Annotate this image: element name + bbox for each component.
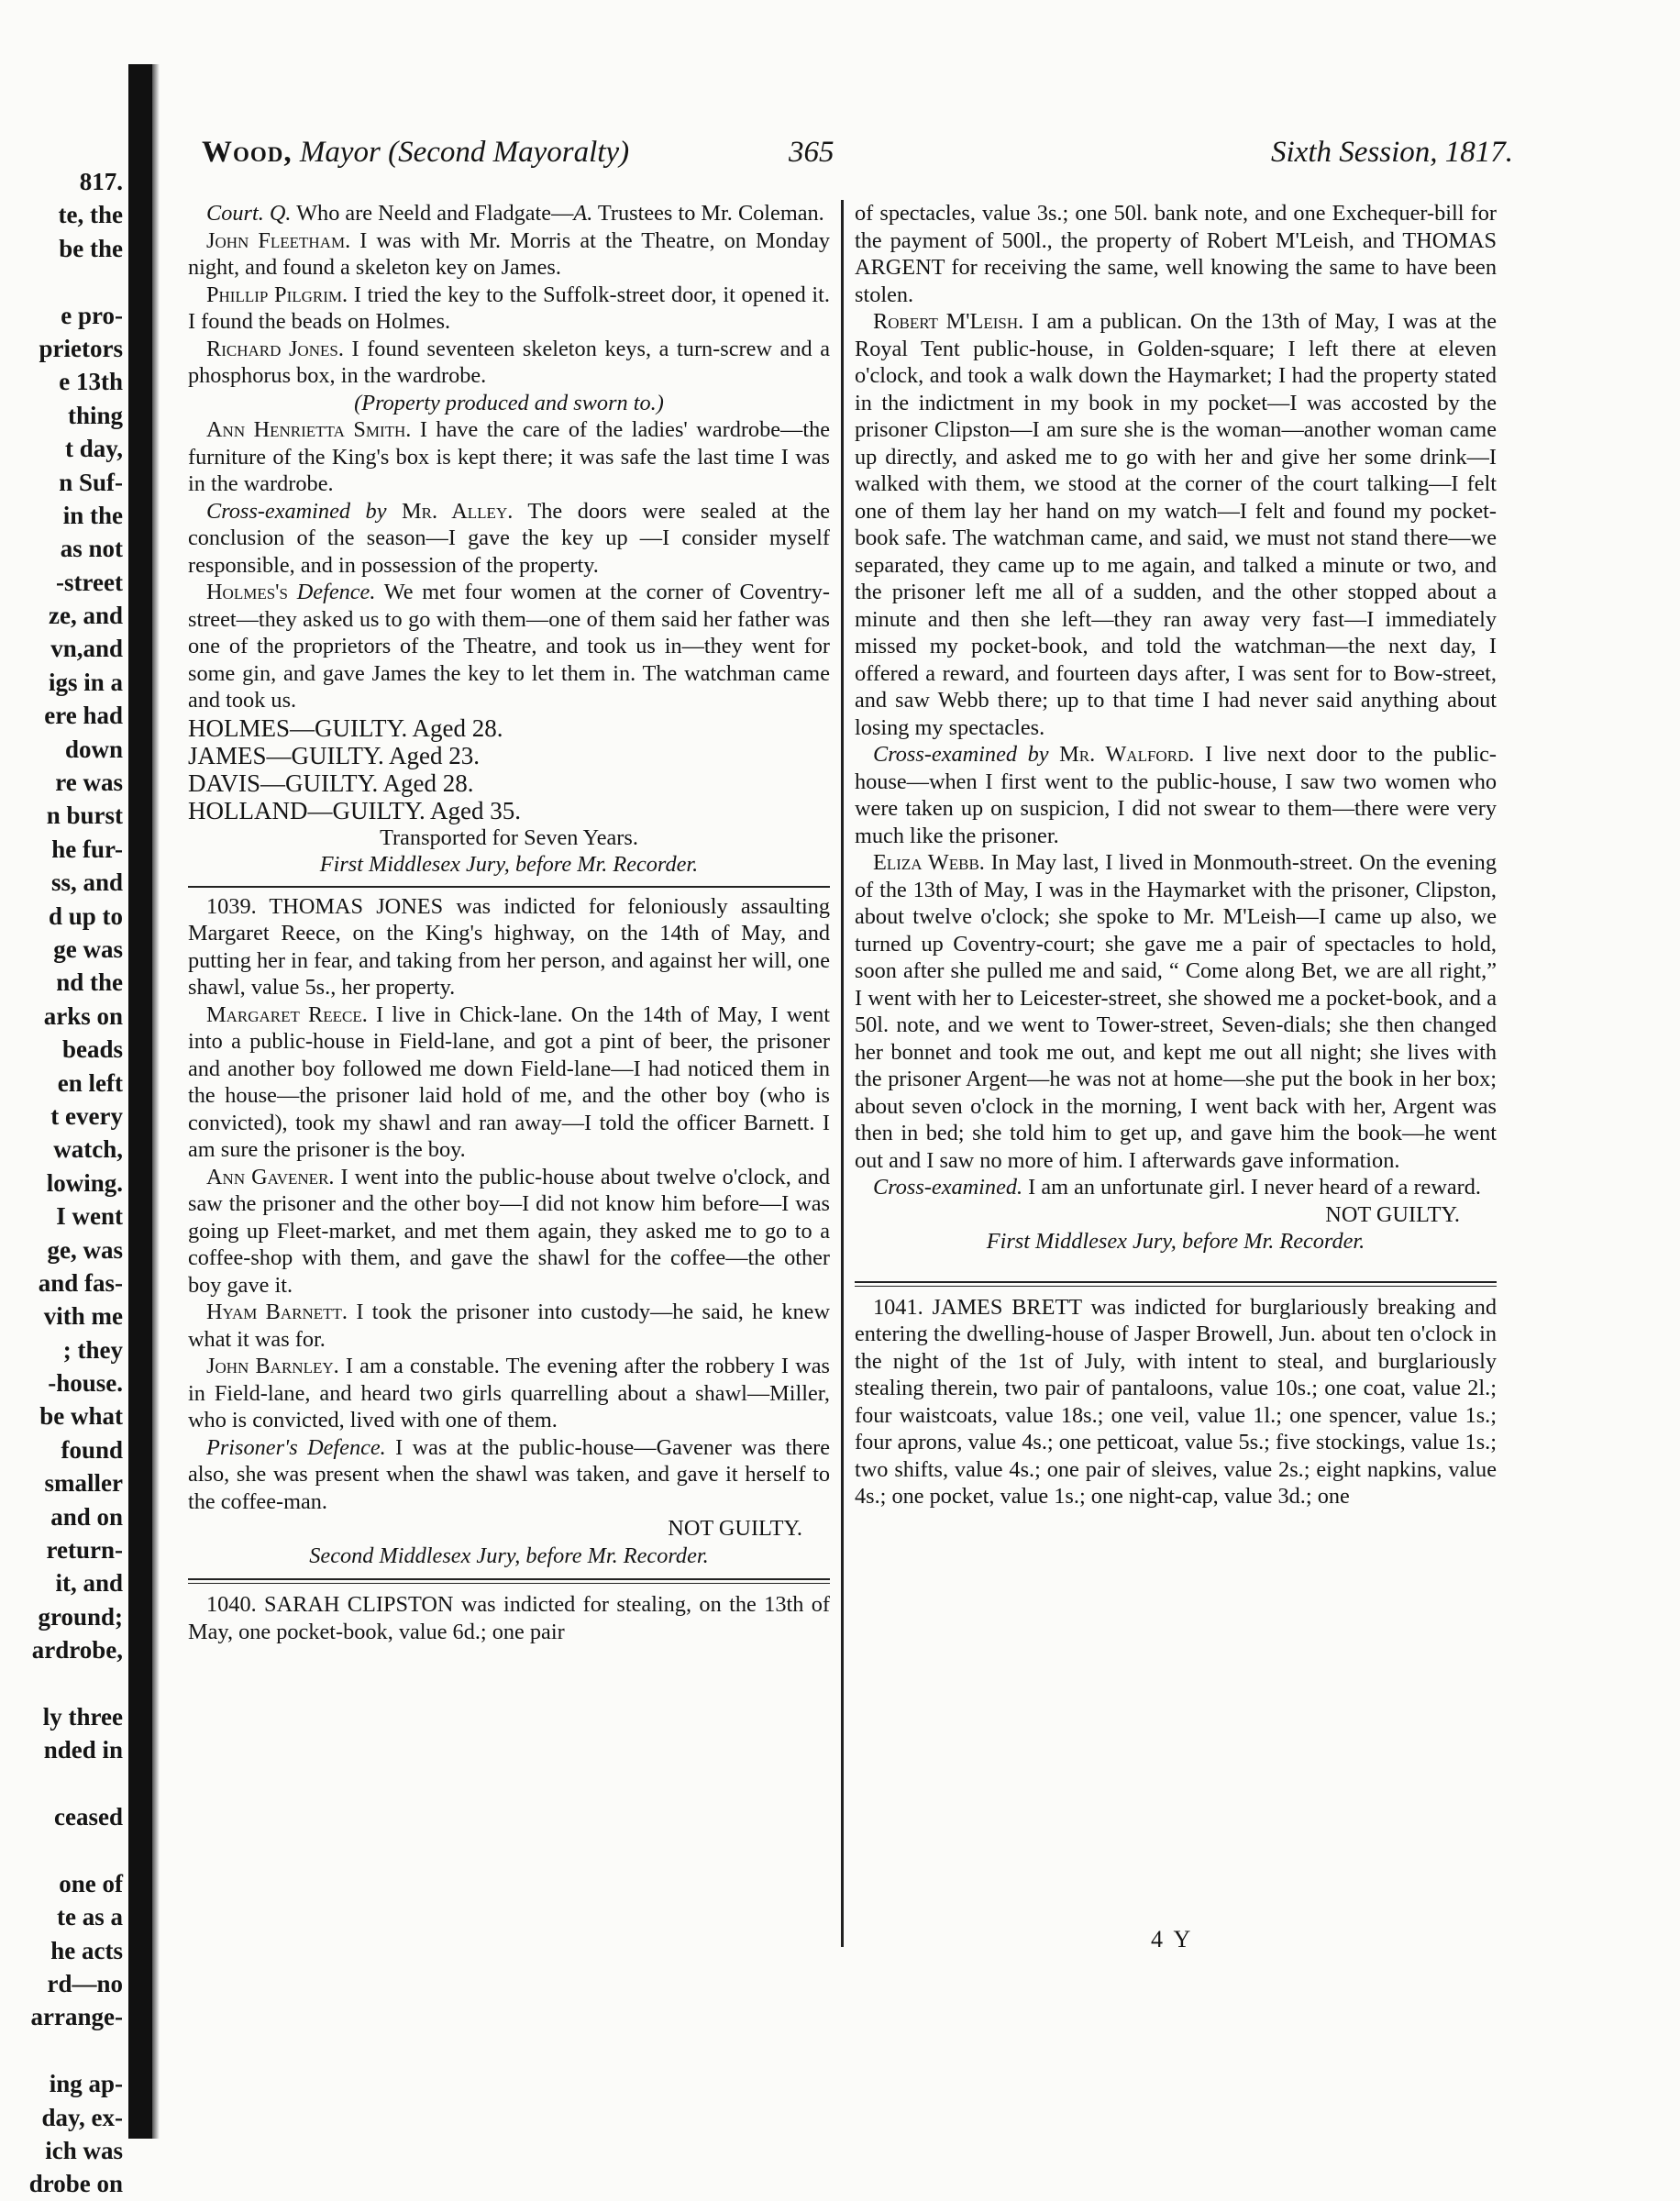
margin-fragment xyxy=(0,265,128,298)
paragraph: Eliza Webb. In May last, I lived in Monmouth-street. On the evening of the 13th of May, I was in the Haymarket with the prisoner, Clipston, about twelve o'clock; she spoke to Mr. M'Leish—I came up also, we turned up Coventry-court; she gave me a pair of spectacles to hold, soon after she pulled me and said, “ Come along Bet, we are all right,” I went with her to Leicester-street, she showed me a pocket-book, and a 50l. note, and we went to Tower-street, Seven-dials; she then changed her bonnet and took me out, and kept me out all night; she lives with the prisoner Argent—he was not at home—she put the book in her box; about seven o'clock in the morning, I went back with her, Argent was then in bed; she told him to get up, and gave him the book—he went out and I saw no more of him. I afterwards gave information. xyxy=(855,850,1497,1173)
margin-fragment: t day, xyxy=(64,435,123,463)
page-number: 365 xyxy=(789,136,834,169)
margin-fragment: re was xyxy=(55,769,123,797)
margin-fragment: I went xyxy=(56,1202,123,1231)
margin-fragment: down xyxy=(64,735,123,763)
binding-spine xyxy=(128,64,152,2139)
margin-fragment: -street xyxy=(56,568,123,596)
margin-fragment xyxy=(0,1767,128,1800)
margin-fragment: in the xyxy=(62,501,123,529)
margin-fragment: e pro- xyxy=(61,301,123,329)
margin-fragment: en left xyxy=(57,1068,123,1097)
jury-line: First Middlesex Jury, before Mr. Recorder. xyxy=(986,1229,1365,1254)
margin-fragment: d up to xyxy=(48,901,123,930)
margin-fragment: drobe on xyxy=(28,2170,123,2198)
paragraph: Robert M'Leish. I am a publican. On the 13th of May, I was at the Royal Tent public-house, in Golden-square; I left there at eleven o'clock, and took a walk down the Haymarket; I had the property stated in the indictment in my book in my pocket—I was accosted by the prisoner Clipston—I am sure she is the woman—another woman came up directly, and asked me to go with her and give her some drink—I walked with them, we stood at the corner of the court talking—I felt one of them lay her hand on my watch—I felt and found my pocket-book safe. The watchman came, and said, we must not stand there—we separated, they came up to me again, and talked a minute or two, and the prisoner left me all of a sudden, and the other stopped about a minute and then she left—they ran away very fast—I immediately missed my pocket-book, and told the watchman—the next day, I offered a reward, and fourteen days after, I was sent for to Bow-street, and saw Webb there; up to that time I had never said anything about losing my spectacles. xyxy=(855,309,1497,740)
margin-fragment: t every xyxy=(50,1101,123,1130)
case-divider xyxy=(188,886,830,888)
margin-fragment: lowing. xyxy=(46,1168,123,1197)
margin-fragment: ich was xyxy=(45,2137,123,2165)
paragraph: (Property produced and sworn to.) xyxy=(354,390,664,415)
paragraph: Cross-examined by Mr. Walford. I live next door to the public-house—when I first went to the public-house, I saw two women who were taken up on suspicion, I did not swear to them—there were very much like the prisoner. xyxy=(855,742,1497,848)
margin-fragment: ground; xyxy=(38,1602,123,1631)
margin-fragment: n burst xyxy=(46,802,123,830)
margin-fragment: beads xyxy=(61,1035,123,1064)
margin-fragment: it, and xyxy=(55,1569,123,1598)
paragraph: Margaret Reece. I live in Chick-lane. On the 14th of May, I went into a public-house in Field-lane, and got a pint of beer, the prisoner and another boy followed me down Field-lane—I had noticed them in the house—the prisoner laid hold of me, and the other boy (who is convicted), took my shawl and ran away—I told the officer Barnett. I am sure the prisoner is the boy. xyxy=(188,1001,830,1162)
case-heading: 1040. SARAH CLIPSTON was indicted for stealing, on the 13th of May, one pocket-book, value 6d.; one pair xyxy=(188,1592,830,1644)
column-divider xyxy=(841,200,844,1947)
margin-fragment: igs in a xyxy=(48,668,123,696)
margin-fragment: -house. xyxy=(48,1369,123,1398)
verdict: JAMES—GUILTY. Aged 23. xyxy=(188,741,481,769)
verdict: HOLLAND—GUILTY. Aged 35. xyxy=(188,796,521,824)
verdict: NOT GUILTY. xyxy=(668,1516,802,1541)
margin-fragment: he acts xyxy=(50,1936,123,1964)
margin-fragment: he fur- xyxy=(51,835,123,863)
page-header xyxy=(202,136,1513,176)
margin-fragment: ss, and xyxy=(50,868,123,897)
margin-fragment xyxy=(0,1667,128,1700)
margin-fragment: e 13th xyxy=(59,368,123,396)
verdict: HOLMES—GUILTY. Aged 28. xyxy=(188,713,503,742)
paragraph: Holmes's Defence. We met four women at the corner of Coventry-street—they asked us to go with them—one of them said her father was one of the proprietors of the Theatre, and took us in—they went for some gin, and gave James the key to let them in. The watchman came and took us. xyxy=(188,580,830,713)
margin-fragment: ere had xyxy=(44,702,123,730)
margin-fragment: rd—no xyxy=(47,1970,123,1998)
margin-fragment: ze, and xyxy=(49,602,123,630)
margin-fragment: arks on xyxy=(43,1001,123,1030)
paragraph: Court. Q. Who are Neeld and Fladgate—A. Trustees to Mr. Coleman. xyxy=(206,201,824,226)
margin-fragment: arrange- xyxy=(30,2003,123,2031)
paragraph: Cross-examined by Mr. Alley. The doors were sealed at the conclusion of the season—I gave the key up —I consider myself responsible, and in possession of the property. xyxy=(188,498,831,578)
margin-fragment: vith me xyxy=(43,1302,123,1331)
margin-fragment: ; they xyxy=(62,1335,123,1364)
margin-fragment: nd the xyxy=(56,968,123,997)
margin-fragment: ing ap- xyxy=(49,2070,123,2098)
margin-fragment: be the xyxy=(59,234,123,262)
margin-fragment: ceased xyxy=(54,1803,123,1831)
right-column xyxy=(855,200,1497,1970)
header-left: Wood, Mayor (Second Mayoralty) xyxy=(202,136,630,169)
paragraph: Cross-examined. I am an unfortunate girl. I never heard of a reward. xyxy=(873,1175,1481,1200)
margin-fragment: thing xyxy=(67,401,123,429)
margin-fragment: and fas- xyxy=(38,1268,123,1297)
paragraph: Hyam Barnett. I took the prisoner into custody—he said, he knew what it was for. xyxy=(188,1300,831,1352)
margin-fragment: n Suf- xyxy=(59,468,123,496)
jury-line: First Middlesex Jury, before Mr. Recorder. xyxy=(319,852,699,877)
case-heading: 1041. JAMES BRETT was indicted for burglariously breaking and entering the dwelling-house of Jasper Browell, Jun. about ten o'clock in the night of the 1st of July, with intent to steal, and burglariously stealing therein, two pair of pantaloons, value 10s.; one coat, value 2l.; four waistcoats, value 18s.; one veil, value 1l.; one spencer, value 1s.; four aprons, value 4s.; one petticoat, value 5s.; five stockings, value 1s.; two shifts, value 4s.; one pair of sleives, value 2s.; eight napkins, value 4s.; one pocket, value 1s.; one night-cap, value 3d.; one xyxy=(855,1294,1497,1509)
margin-fragments xyxy=(0,165,128,2198)
margin-fragment: found xyxy=(61,1435,123,1464)
session-label: Sixth Session, 1817. xyxy=(1271,136,1513,169)
paragraph: Richard Jones. I found seventeen skeleton keys, a turn-screw and a phosphorus box, in the wardrobe. xyxy=(188,336,830,388)
case-heading: 1039. THOMAS JONES was indicted for feloniously assaulting Margaret Reece, on the King's highway, on the 14th of May, and putting her in fear, and taking from her person, and against her will, one shawl, value 5s., her property. xyxy=(188,893,830,1000)
verdict: NOT GUILTY. xyxy=(1325,1201,1460,1227)
binding-shadow xyxy=(152,64,160,2139)
margin-fragment: day, ex- xyxy=(41,2103,123,2131)
margin-fragment: 817. xyxy=(79,168,123,195)
sentence: Transported for Seven Years. xyxy=(380,824,638,850)
margin-fragment: as not xyxy=(60,535,123,563)
margin-fragment: nded in xyxy=(43,1736,123,1764)
margin-fragment: vn,and xyxy=(50,635,123,663)
left-column xyxy=(188,200,830,1970)
paragraph: John Fleetham. I was with Mr. Morris at the Theatre, on Monday night, and found a skeleton key on James. xyxy=(188,227,830,280)
margin-fragment: be what xyxy=(39,1402,123,1431)
jury-line: Second Middlesex Jury, before Mr. Recorder. xyxy=(309,1543,709,1568)
margin-fragment: one of xyxy=(59,1869,123,1897)
margin-fragment: watch, xyxy=(53,1135,123,1164)
paragraph: Ann Gavener. I went into the public-house about twelve o'clock, and saw the prisoner and the other boy—I did not know him before—I was going up Fleet-market, and met them again, they asked me to go to a coffee-shop with them, and gave the shawl for the coffee—the other boy gave it. xyxy=(188,1164,830,1298)
case-divider xyxy=(855,1281,1497,1287)
paragraph: Phillip Pilgrim. I tried the key to the Suffolk-street door, it opened it. I found the beads on Holmes. xyxy=(188,282,831,334)
margin-fragment: and on xyxy=(50,1502,123,1531)
margin-fragment: return- xyxy=(46,1536,123,1565)
paragraph: Prisoner's Defence. I was at the public-house—Gavener was there also, she was present when the shawl was taken, and gave it herself to the coffee-man. xyxy=(188,1434,830,1514)
paragraph: John Barnley. I am a constable. The evening after the robbery I was in Field-lane, and heard two girls quarrelling about a shawl—Miller, who is convicted, lived with one of them. xyxy=(188,1354,830,1432)
margin-fragment xyxy=(0,1834,128,1867)
margin-fragment: ardrobe, xyxy=(31,1636,123,1665)
verdict: DAVIS—GUILTY. Aged 28. xyxy=(188,769,474,797)
margin-fragment: smaller xyxy=(44,1469,123,1498)
margin-fragment: te as a xyxy=(57,1903,123,1931)
paragraph: of spectacles, value 3s.; one 50l. bank note, and one Exchequer-bill for the payment of 500l., the property of Robert M'Leish, and THOMAS ARGENT for receiving the same, well knowing the same to have been stolen. xyxy=(855,201,1497,307)
margin-fragment: ly three xyxy=(42,1702,123,1731)
margin-fragment: prietors xyxy=(39,334,123,362)
margin-fragment: ge, was xyxy=(47,1235,123,1264)
case-divider xyxy=(188,1578,830,1584)
paragraph: Ann Henrietta Smith. I have the care of the ladies' wardrobe—the furniture of the King's box is kept there; it was safe the last time I was in the wardrobe. xyxy=(188,417,830,496)
margin-fragment: ge was xyxy=(53,935,123,963)
margin-fragment xyxy=(0,2034,128,2067)
margin-fragment: te, the xyxy=(58,201,123,229)
signature-mark: 4 Y xyxy=(1151,1926,1194,1952)
